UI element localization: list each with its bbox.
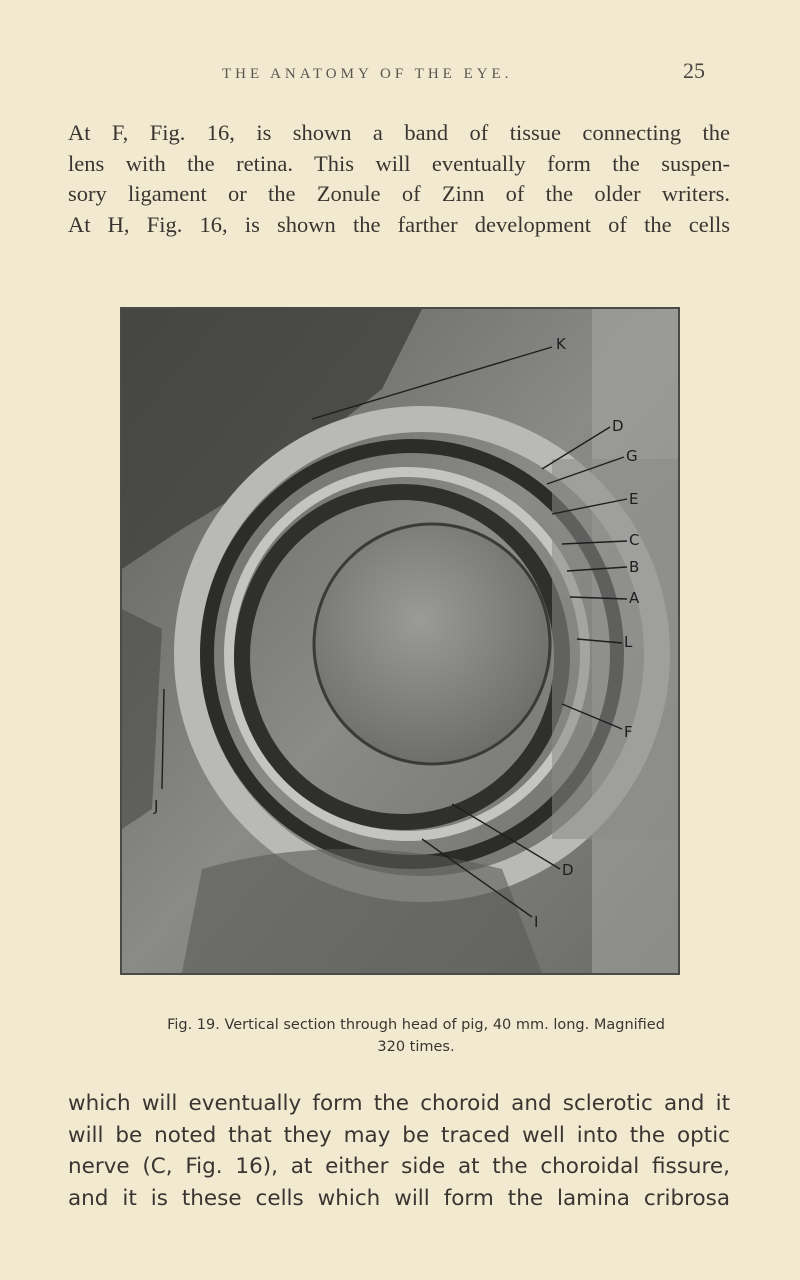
label-B: B xyxy=(629,558,640,576)
eye-section-micrograph xyxy=(120,307,680,975)
text-line: nerve (C, Fig. 16), at either side at the choroidal fissure, xyxy=(68,1154,730,1179)
top-paragraph xyxy=(68,118,730,240)
bottom-paragraph xyxy=(68,1088,730,1214)
caption-line: Fig. 19. Vertical section through head of pig, 40 mm. long. Magnified xyxy=(167,1017,665,1033)
text-line: lens with the retina. This will eventually form the suspen- xyxy=(68,150,730,176)
figure-caption xyxy=(96,1014,736,1058)
running-head: THE ANATOMY OF THE EYE. xyxy=(222,66,513,82)
label-A: A xyxy=(629,589,640,607)
text-line: At H, Fig. 16, is shown the farther development of the cells xyxy=(68,211,730,237)
text-line: At F, Fig. 16, is shown a band of tissue connecting the xyxy=(68,120,730,145)
label-L: L xyxy=(624,633,633,651)
micrograph-illustration xyxy=(122,309,678,973)
optic-region xyxy=(552,459,678,839)
label-F: F xyxy=(624,723,633,741)
label-D-top: D xyxy=(612,417,624,435)
label-I: I xyxy=(534,913,539,931)
caption-line: 320 times. xyxy=(377,1039,455,1055)
label-D-bottom: D xyxy=(562,861,574,879)
label-C: C xyxy=(629,531,640,549)
lower-tissue xyxy=(182,849,542,973)
text-line: sory ligament or the Zonule of Zinn of the older writers. xyxy=(68,181,730,206)
text-line: and it is these cells which will form the lamina cribrosa xyxy=(68,1185,730,1211)
label-E: E xyxy=(629,490,639,508)
lens xyxy=(314,524,550,764)
label-J: J xyxy=(154,797,159,815)
label-G: G xyxy=(626,447,638,465)
page-header xyxy=(0,58,800,102)
text-line: will be noted that they may be traced well into the optic xyxy=(68,1122,730,1148)
page-number: 25 xyxy=(683,58,705,83)
label-K: K xyxy=(556,335,566,353)
text-line: which will eventually form the choroid and sclerotic and it xyxy=(68,1091,730,1116)
